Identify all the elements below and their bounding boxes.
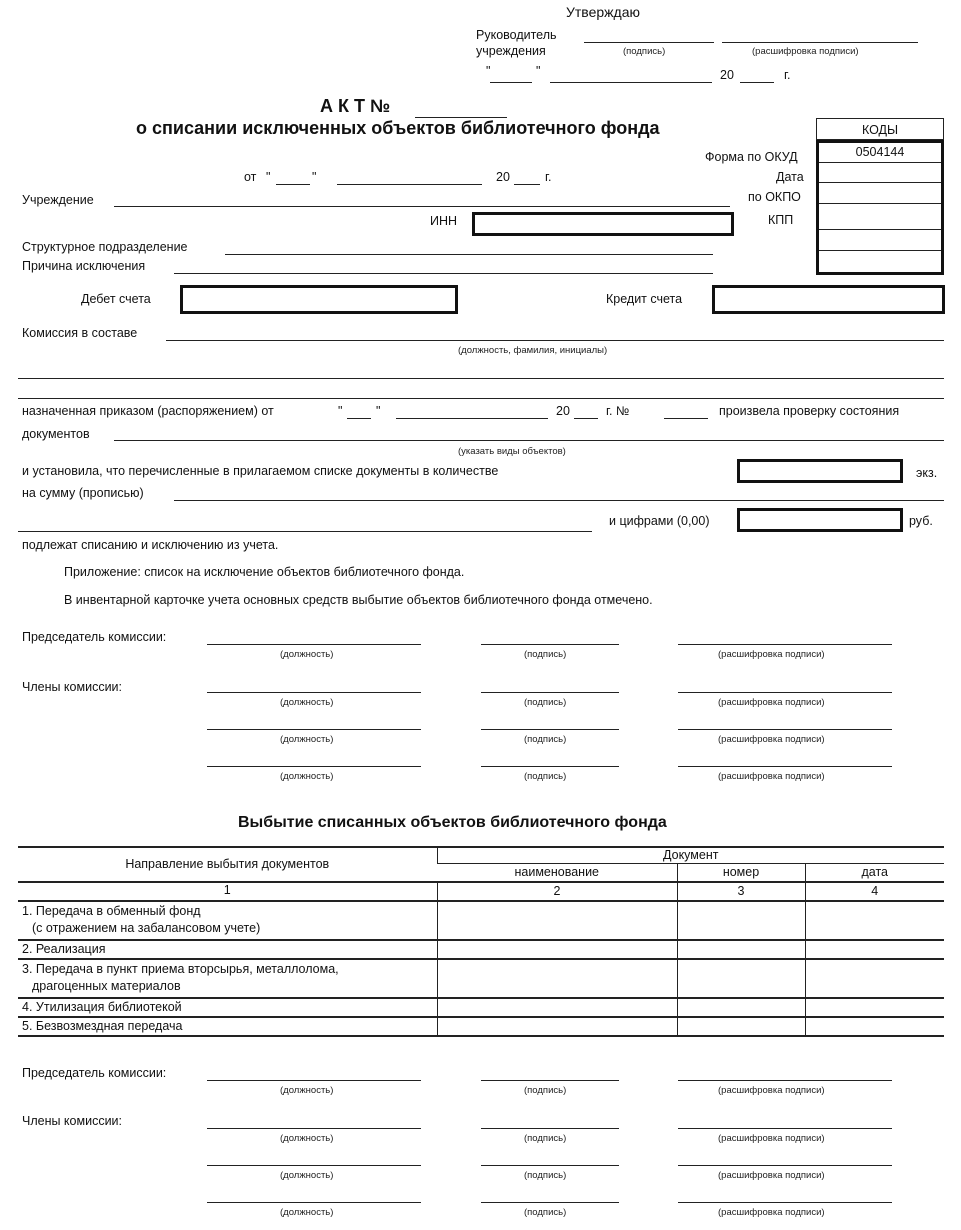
position-caption: (должность)	[280, 734, 334, 745]
chairman2-signature-line[interactable]	[481, 1080, 619, 1081]
signature-caption: (подпись)	[524, 771, 567, 782]
member5-position-line[interactable]	[207, 1165, 421, 1166]
chairman2-decoding-line[interactable]	[678, 1080, 892, 1081]
appendix-text: Приложение: список на исключение объектов библиотечного фонда.	[64, 565, 465, 579]
table-row	[18, 940, 944, 959]
signature-caption: (подпись)	[524, 1085, 567, 1096]
sum-words-line[interactable]	[174, 500, 944, 501]
member3-decoding-line[interactable]	[678, 766, 892, 767]
row-name-cell[interactable]	[437, 940, 677, 959]
signature-caption: (подпись)	[524, 1133, 567, 1144]
institution-line[interactable]	[114, 206, 730, 207]
order-year-line[interactable]	[574, 418, 598, 419]
order-tail: произвела проверку состояния	[719, 404, 900, 418]
member2-signature-line[interactable]	[481, 729, 619, 730]
head-signature-line[interactable]	[584, 42, 714, 43]
col-num-3: 3	[677, 882, 805, 901]
member4-decoding-line[interactable]	[678, 1128, 892, 1129]
act-date-prefix: от	[244, 170, 257, 184]
signature-caption: (подпись)	[524, 649, 567, 660]
member6-position-line[interactable]	[207, 1202, 421, 1203]
row-number-cell[interactable]	[677, 959, 805, 998]
head-label-line1: Руководитель	[476, 28, 557, 42]
row-direction	[18, 959, 437, 998]
inventory-note: В инвентарной карточке учета основных средств выбытие объектов библиотечного фонда отмечено.	[64, 593, 653, 607]
codes-body	[816, 140, 944, 275]
col-name-header: наименование	[514, 865, 600, 879]
date-code-label: Дата	[776, 170, 804, 184]
exclusion-reason-line[interactable]	[174, 273, 713, 274]
member5-signature-line[interactable]	[481, 1165, 619, 1166]
member1-signature-line[interactable]	[481, 692, 619, 693]
row-number-cell[interactable]	[677, 1017, 805, 1036]
chairman-decoding-line[interactable]	[678, 644, 892, 645]
okpo-label: по ОКПО	[748, 190, 801, 204]
debit-input[interactable]	[180, 285, 458, 314]
member4-signature-line[interactable]	[481, 1128, 619, 1129]
institution-label: Учреждение	[22, 193, 94, 207]
order-number-line[interactable]	[664, 418, 708, 419]
order-quote-close: "	[376, 404, 381, 418]
approval-year-line[interactable]	[740, 82, 774, 83]
code-extra-2[interactable]	[819, 251, 941, 272]
codes-table	[816, 118, 944, 275]
documents-line[interactable]	[114, 440, 944, 441]
order-number-label: г. №	[606, 404, 630, 418]
debit-label: Дебет счета	[81, 292, 151, 306]
code-extra-1[interactable]	[819, 230, 941, 251]
code-kpp[interactable]	[819, 204, 941, 230]
approval-year-suffix: г.	[784, 68, 791, 82]
order-day-line[interactable]	[347, 418, 371, 419]
table-row	[18, 959, 944, 998]
row-line2: драгоценных материалов	[32, 979, 181, 993]
documents-label: документов	[22, 427, 90, 441]
position-caption: (должность)	[280, 697, 334, 708]
col-num-4: 4	[805, 882, 944, 901]
structural-unit-label: Структурное подразделение	[22, 240, 188, 254]
code-okpo[interactable]	[819, 183, 941, 204]
row-line1: 2. Реализация	[22, 942, 106, 956]
col-date-header: дата	[805, 864, 944, 883]
signature-caption: (подпись)	[524, 734, 567, 745]
row-direction	[18, 1017, 437, 1036]
head-decoding-line[interactable]	[722, 42, 918, 43]
chairman-position-line[interactable]	[207, 644, 421, 645]
head-signature-caption: (подпись)	[623, 46, 666, 57]
member6-signature-line[interactable]	[481, 1202, 619, 1203]
act-month-line[interactable]	[337, 184, 482, 185]
credit-label: Кредит счета	[606, 292, 683, 306]
member2-decoding-line[interactable]	[678, 729, 892, 730]
row-direction	[18, 998, 437, 1017]
row-line1: 3. Передача в пункт приема вторсырья, металлолома,	[22, 962, 339, 976]
order-year-prefix: 20	[556, 404, 570, 418]
members-label: Члены комиссии:	[22, 680, 123, 694]
chairman-label: Председатель комиссии:	[22, 630, 167, 644]
codes-header: КОДЫ	[816, 118, 944, 140]
act-title: А К Т №	[320, 96, 391, 116]
decoding-caption: (расшифровка подписи)	[718, 1133, 825, 1144]
member1-decoding-line[interactable]	[678, 692, 892, 693]
inn-label: ИНН	[430, 214, 458, 228]
row-line1: 4. Утилизация библиотекой	[22, 1000, 182, 1014]
sum-digits-label: и цифрами (0,00)	[609, 514, 710, 528]
order-label: назначенная приказом (распоряжением) от	[22, 404, 274, 418]
row-name-cell[interactable]	[437, 1017, 677, 1036]
chairman2-position-line[interactable]	[207, 1080, 421, 1081]
decoding-caption: (расшифровка подписи)	[718, 771, 825, 782]
row-date-cell[interactable]	[805, 998, 944, 1017]
col-num-2: 2	[437, 882, 677, 901]
row-number-cell[interactable]	[677, 998, 805, 1017]
signature-caption: (подпись)	[524, 1207, 567, 1218]
position-caption: (должность)	[280, 649, 334, 660]
commission-line-3[interactable]	[18, 398, 944, 399]
code-okud[interactable]: 0504144	[819, 143, 941, 163]
decoding-caption: (расшифровка подписи)	[718, 734, 825, 745]
row-number-cell[interactable]	[677, 901, 805, 940]
okud-label: Форма по ОКУД	[705, 150, 798, 164]
member3-signature-line[interactable]	[481, 766, 619, 767]
quantity-input[interactable]	[737, 459, 903, 483]
sum-words-line-2[interactable]	[18, 531, 592, 532]
table-row	[18, 901, 944, 940]
sum-words-label: на сумму (прописью)	[22, 486, 144, 500]
order-month-line[interactable]	[396, 418, 548, 419]
approval-title: Утверждаю	[566, 4, 640, 20]
head-decoding-caption: (расшифровка подписи)	[752, 46, 859, 57]
member5-decoding-line[interactable]	[678, 1165, 892, 1166]
col-num-1: 1	[223, 883, 231, 897]
signature-caption: (подпись)	[524, 1170, 567, 1181]
act-year-prefix: 20	[496, 170, 510, 184]
member1-position-line[interactable]	[207, 692, 421, 693]
commission-caption: (должность, фамилия, инициалы)	[458, 345, 608, 356]
head-label-line2: учреждения	[476, 44, 546, 58]
conclusion-text: подлежат списанию и исключению из учета.	[22, 538, 279, 552]
disposal-table	[18, 846, 944, 1037]
order-quote-open: "	[338, 404, 343, 418]
row-name-cell[interactable]	[437, 998, 677, 1017]
approval-quote-open: "	[486, 64, 491, 78]
act-subtitle: о списании исключенных объектов библиотечного фонда	[136, 118, 660, 138]
row-line1: 1. Передача в обменный фонд	[22, 904, 201, 918]
sum-digits-input[interactable]	[737, 508, 903, 532]
position-caption: (должность)	[280, 1085, 334, 1096]
credit-input[interactable]	[712, 285, 945, 314]
position-caption: (должность)	[280, 771, 334, 782]
col-direction-header: Направление выбытия документов	[125, 857, 330, 871]
sum-unit: руб.	[909, 514, 933, 528]
col-number-header: номер	[677, 864, 805, 883]
commission-line[interactable]	[166, 340, 944, 341]
row-name-cell[interactable]	[437, 901, 677, 940]
decoding-caption: (расшифровка подписи)	[718, 1207, 825, 1218]
documents-caption: (указать виды объектов)	[458, 446, 566, 457]
quantity-text: и установила, что перечисленные в прилагаемом списке документы в количестве	[22, 464, 499, 478]
table-row	[18, 998, 944, 1017]
members-label-2: Члены комиссии:	[22, 1114, 123, 1128]
approval-year-prefix: 20	[720, 68, 734, 82]
row-date-cell[interactable]	[805, 959, 944, 998]
approval-quote-close: "	[536, 64, 541, 78]
member2-position-line[interactable]	[207, 729, 421, 730]
decoding-caption: (расшифровка подписи)	[718, 1170, 825, 1181]
col-document-header: Документ	[437, 847, 944, 864]
row-direction	[18, 940, 437, 959]
row-date-cell[interactable]	[805, 1017, 944, 1036]
member4-position-line[interactable]	[207, 1128, 421, 1129]
inn-input[interactable]	[472, 212, 734, 236]
act-year-suffix: г.	[545, 170, 552, 184]
chairman-label-2: Председатель комиссии:	[22, 1066, 167, 1080]
position-caption: (должность)	[280, 1170, 334, 1181]
chairman-signature-line[interactable]	[481, 644, 619, 645]
row-date-cell[interactable]	[805, 940, 944, 959]
decoding-caption: (расшифровка подписи)	[718, 1085, 825, 1096]
member3-position-line[interactable]	[207, 766, 421, 767]
act-quote-open: "	[266, 170, 271, 184]
disposal-title: Выбытие списанных объектов библиотечного фонда	[238, 814, 667, 831]
row-name-cell[interactable]	[437, 959, 677, 998]
decoding-caption: (расшифровка подписи)	[718, 649, 825, 660]
position-caption: (должность)	[280, 1133, 334, 1144]
code-date[interactable]	[819, 163, 941, 183]
position-caption: (должность)	[280, 1207, 334, 1218]
act-year-line[interactable]	[514, 184, 540, 185]
signature-caption: (подпись)	[524, 697, 567, 708]
member6-decoding-line[interactable]	[678, 1202, 892, 1203]
exclusion-reason-label: Причина исключения	[22, 259, 146, 273]
table-row	[18, 1017, 944, 1036]
approval-day-line[interactable]	[490, 82, 532, 83]
structural-unit-line[interactable]	[225, 254, 713, 255]
commission-line-2[interactable]	[18, 378, 944, 379]
act-day-line[interactable]	[276, 184, 310, 185]
row-date-cell[interactable]	[805, 901, 944, 940]
row-line1: 5. Безвозмездная передача	[22, 1019, 183, 1033]
approval-month-line[interactable]	[550, 82, 712, 83]
commission-label: Комиссия в составе	[22, 326, 138, 340]
act-quote-close: "	[312, 170, 317, 184]
kpp-label: КПП	[768, 213, 794, 227]
quantity-unit: экз.	[916, 466, 938, 480]
row-line2: (с отражением на забалансовом учете)	[32, 921, 261, 935]
decoding-caption: (расшифровка подписи)	[718, 697, 825, 708]
row-number-cell[interactable]	[677, 940, 805, 959]
row-direction	[18, 901, 437, 940]
